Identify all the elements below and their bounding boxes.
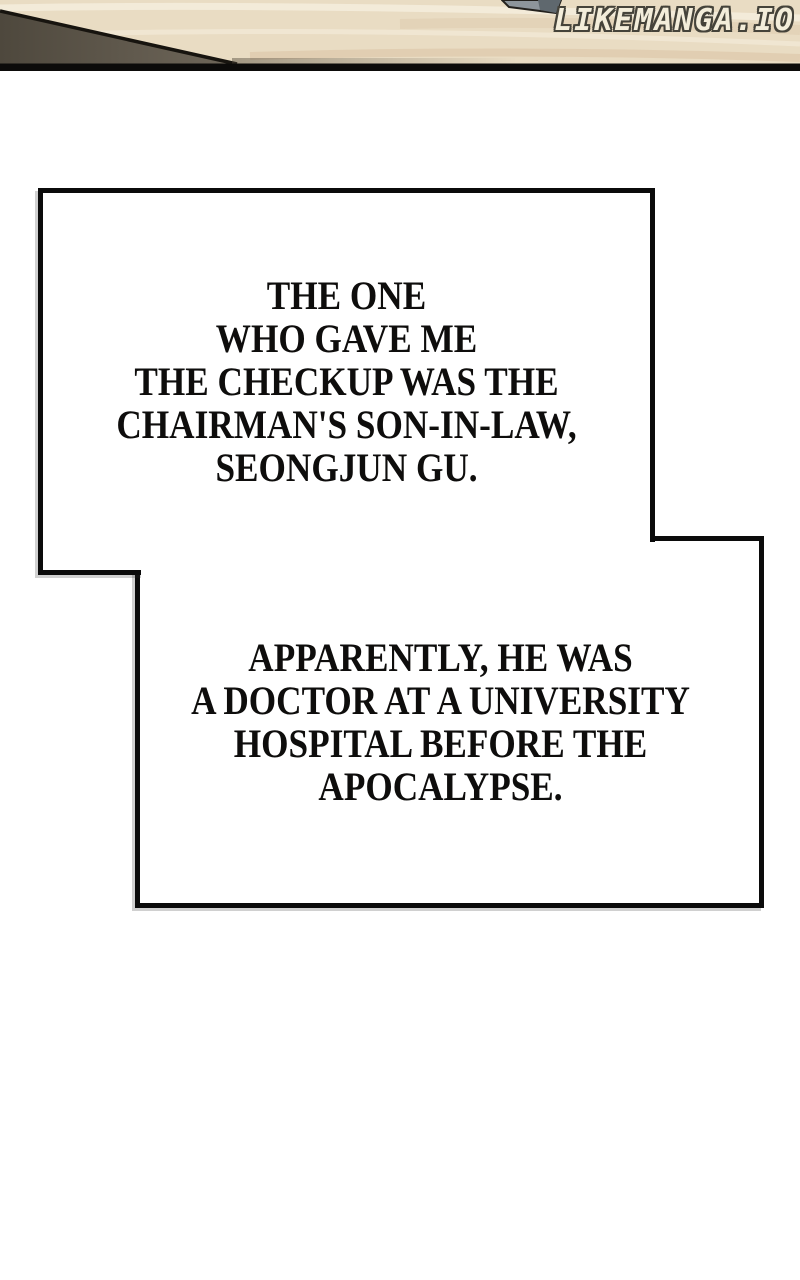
box-union-border-patch <box>141 542 656 582</box>
narration-line: THE CHECKUP WAS THE <box>134 359 559 404</box>
site-watermark: LIKEMANGA.IO <box>554 3 795 38</box>
surface-shadow <box>232 58 517 64</box>
narration-box-second <box>135 536 764 908</box>
narration-line: SEONGJUN GU. <box>215 445 478 490</box>
narration-line: APPARENTLY, HE WAS <box>248 635 633 680</box>
narration-box-first <box>38 188 655 575</box>
narration-line: CHAIRMAN'S SON-IN-LAW, <box>116 402 577 447</box>
narration-text-block <box>79 193 613 570</box>
panel-border-bar <box>0 64 800 72</box>
narration-line: THE ONE <box>266 273 427 318</box>
narration-line: HOSPITAL BEFORE THE <box>233 721 648 766</box>
narration-line: WHO GAVE ME <box>215 316 478 361</box>
narration-text-block <box>176 541 705 903</box>
artwork-strip <box>0 0 800 71</box>
narration-line: A DOCTOR AT A UNIVERSITY <box>191 678 690 723</box>
narration-line: APOCALYPSE. <box>318 764 563 809</box>
